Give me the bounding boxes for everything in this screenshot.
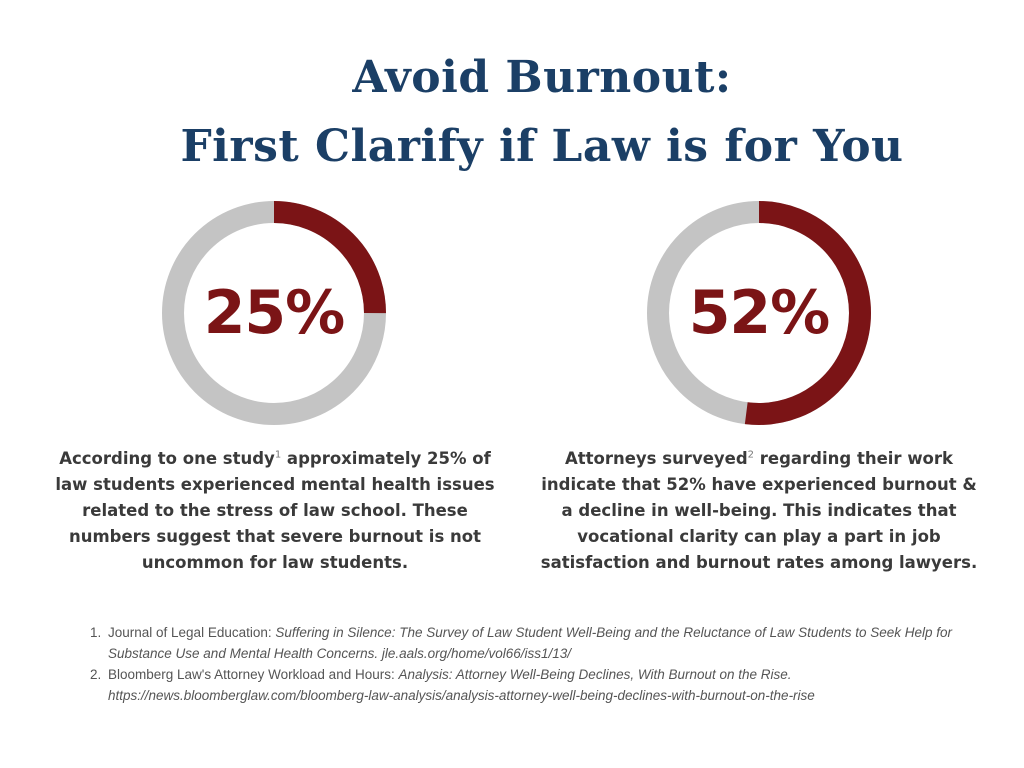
stat-description-1 bbox=[55, 446, 495, 576]
desc-2-start: Attorneys surveyed bbox=[564, 449, 748, 468]
stat-ring-2 bbox=[646, 200, 872, 426]
reference-title-1: Suffering in Silence: The Survey of Law Student Well-Being and the Reluctance of Law Students to Seek Help for Substance Use and Mental Health Concerns. jle.aals.org/home/vol66/iss1/13/ bbox=[108, 625, 953, 661]
stat-value-1: 25% bbox=[203, 278, 345, 348]
desc-1-start: According to one study bbox=[59, 449, 275, 468]
reference-title-2: Analysis: Attorney Well-Being Declines, With Burnout on the Rise. https://news.bloomberglaw.com/bloomberg-law-analysis/analysis-attorney-well-being-declines-with-burnout-on-the-rise bbox=[108, 667, 815, 703]
desc-2-rest: regarding their work indicate that 52% have experienced burnout & a decline in well-being. This indicates that vocational clarity can play a part in job satisfaction and burnout rates among lawyers. bbox=[540, 449, 978, 572]
footnote-marker-1: 1 bbox=[274, 449, 282, 461]
stat-ring-1 bbox=[161, 200, 387, 426]
reference-number-1: 1. bbox=[90, 625, 102, 640]
stat-description-2 bbox=[539, 446, 979, 576]
reference-source-2: Bloomberg Law's Attorney Workload and Hours: bbox=[108, 667, 399, 682]
title-line-2: First Clarify if Law is for You bbox=[180, 121, 904, 172]
references-list bbox=[90, 622, 970, 706]
desc-1-rest: approximately 25% of law students experienced mental health issues related to the stress of law school. These numbers suggest that severe burnout is not uncommon for law students. bbox=[55, 449, 495, 572]
stat-value-2: 52% bbox=[688, 278, 830, 348]
footnote-marker-2: 2 bbox=[747, 449, 755, 461]
reference-item-2 bbox=[90, 664, 970, 706]
title-line-1: Avoid Burnout: bbox=[352, 52, 732, 103]
reference-number-2: 2. bbox=[90, 667, 102, 682]
reference-source-1: Journal of Legal Education: bbox=[108, 625, 276, 640]
reference-item-1 bbox=[90, 622, 970, 664]
